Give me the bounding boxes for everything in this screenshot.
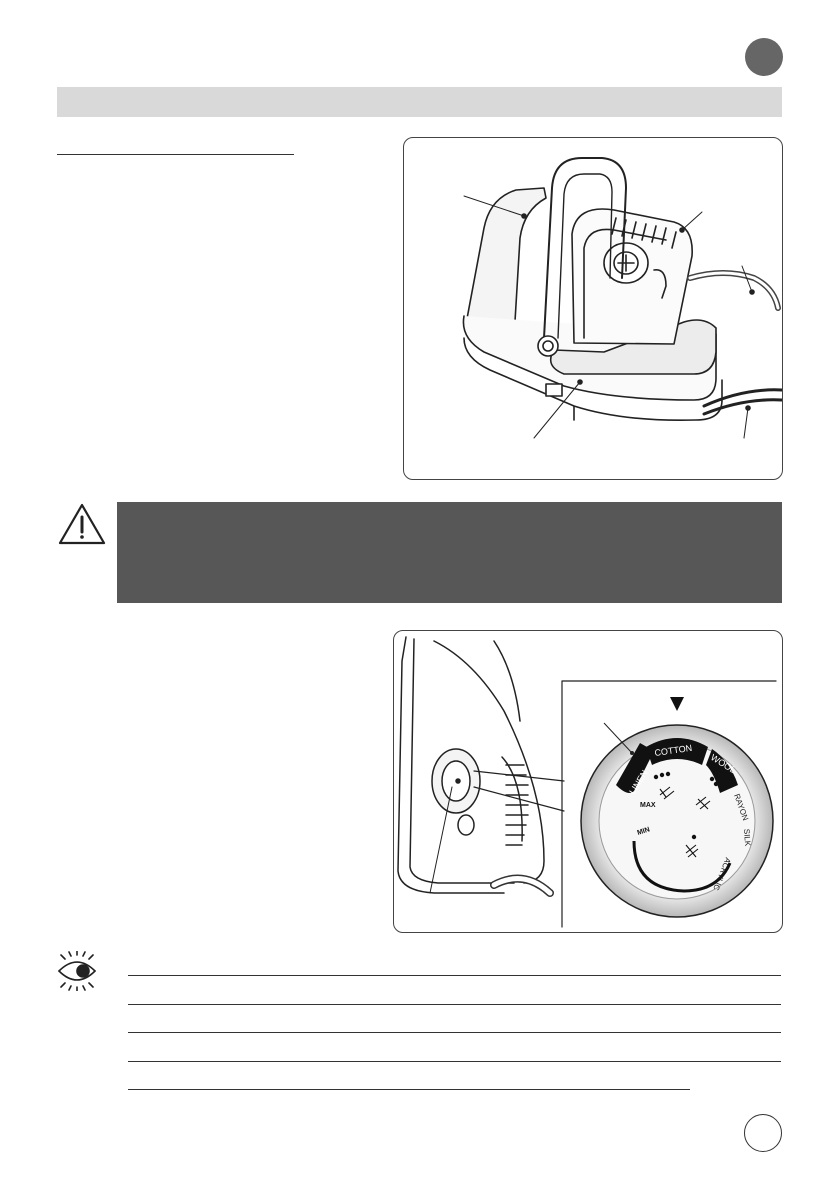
temperature-dial-illustration [394, 631, 782, 932]
note-line [128, 1004, 781, 1005]
dial-label-cotton: COTTON [653, 742, 693, 758]
warning-triangle-icon [57, 502, 107, 546]
dial-label-min: MIN [636, 826, 651, 837]
note-line [128, 1032, 781, 1033]
dial-label-silk: SILK [742, 828, 753, 847]
language-indicator [745, 38, 783, 76]
warning-banner [117, 502, 782, 603]
dial-label-max: MAX [640, 802, 656, 809]
dial-label-linen: LINEN [627, 768, 650, 797]
figure-iron-on-base [403, 137, 783, 480]
figure-temperature-dial [393, 630, 783, 933]
dial-label-wool: WOOL [708, 752, 738, 776]
page-number-badge [744, 1114, 782, 1152]
note-line [128, 975, 781, 976]
eye-icon [55, 951, 99, 991]
iron-base-illustration [404, 138, 782, 479]
dial-label-acrylic: ACRYLIC [711, 856, 733, 892]
note-line [128, 1061, 781, 1062]
dial-label-rayon: RAYON [732, 792, 751, 822]
section-header-bar [57, 87, 782, 117]
note-line [128, 1089, 690, 1090]
section-heading-underline [57, 154, 294, 155]
